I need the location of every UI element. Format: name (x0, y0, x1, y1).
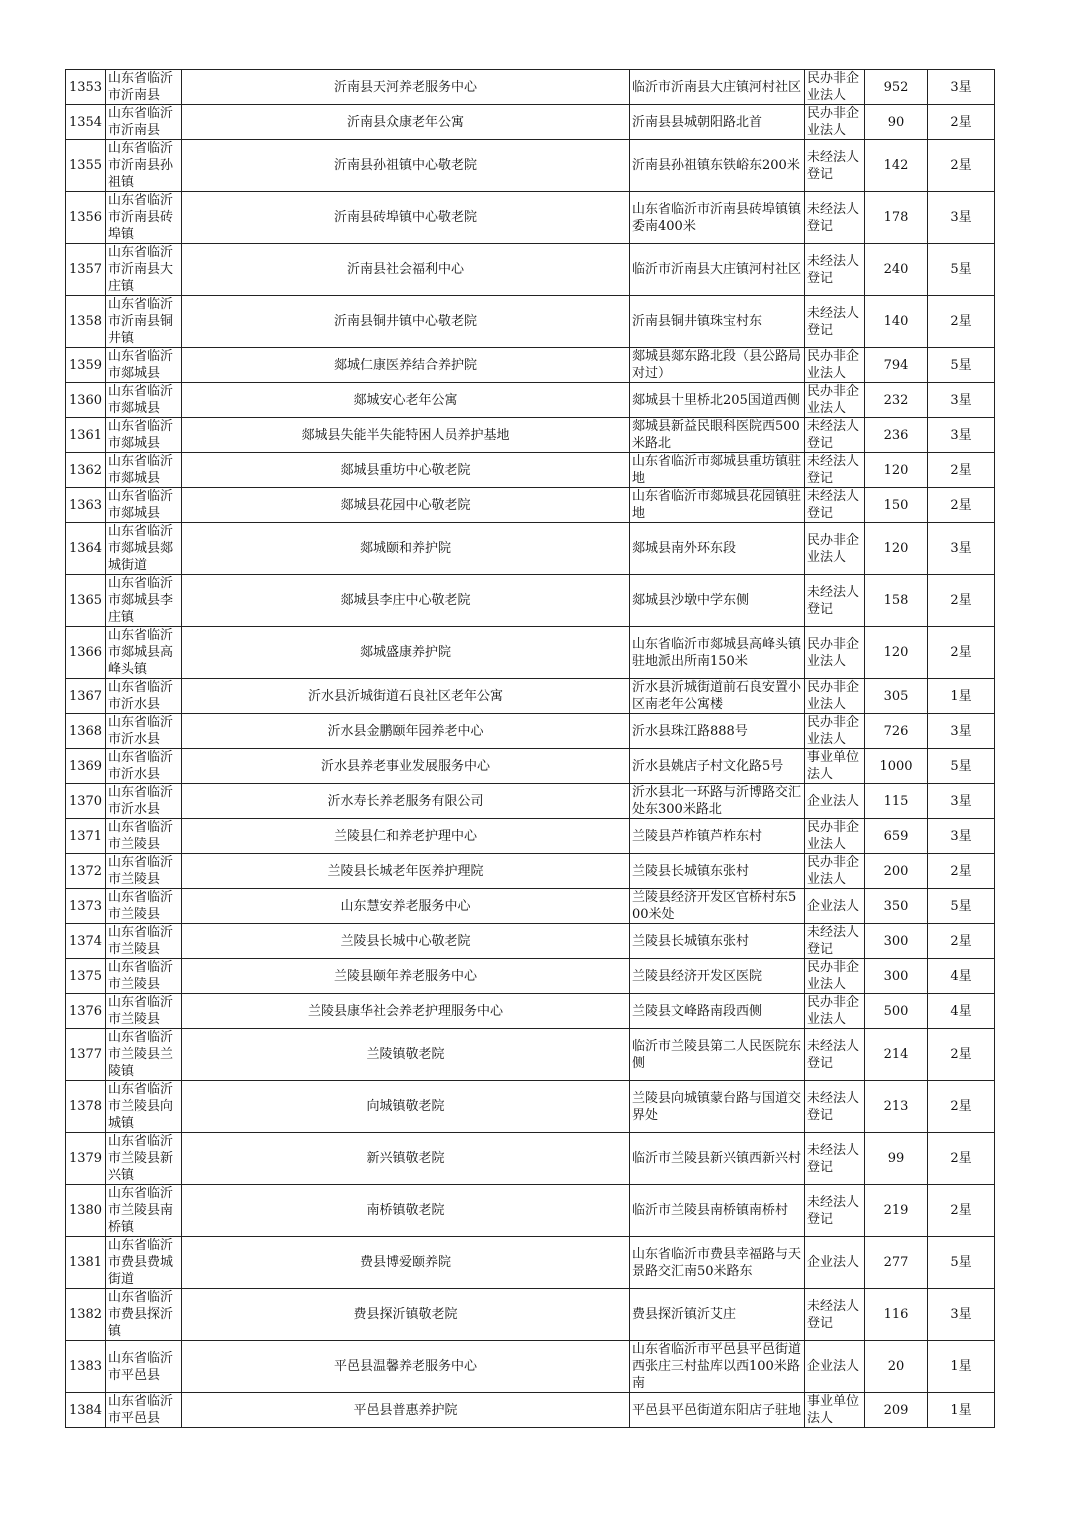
region-cell: 山东省临沂市沂南县大庄镇 (106, 244, 182, 296)
bed-count-cell: 277 (865, 1237, 928, 1289)
legal-type-cell: 民办非企业法人 (805, 854, 865, 889)
facility-name-cell: 费县探沂镇敬老院 (182, 1289, 630, 1341)
star-rating-cell: 2星 (928, 575, 995, 627)
star-rating-cell: 3星 (928, 784, 995, 819)
serial-number-cell: 1384 (66, 1393, 106, 1428)
serial-number-cell: 1380 (66, 1185, 106, 1237)
serial-number-cell: 1366 (66, 627, 106, 679)
region-cell: 山东省临沂市沂南县铜井镇 (106, 296, 182, 348)
bed-count-cell: 120 (865, 453, 928, 488)
serial-number-cell: 1364 (66, 523, 106, 575)
facility-name-cell: 沂水寿长养老服务有限公司 (182, 784, 630, 819)
legal-type-cell: 民办非企业法人 (805, 627, 865, 679)
serial-number-cell: 1383 (66, 1341, 106, 1393)
bed-count-cell: 236 (865, 418, 928, 453)
star-rating-cell: 2星 (928, 105, 995, 140)
facility-name-cell: 兰陵县长城中心敬老院 (182, 924, 630, 959)
facility-name-cell: 兰陵镇敬老院 (182, 1029, 630, 1081)
bed-count-cell: 20 (865, 1341, 928, 1393)
region-cell: 山东省临沂市沂水县 (106, 714, 182, 749)
legal-type-cell: 民办非企业法人 (805, 70, 865, 105)
star-rating-cell: 3星 (928, 819, 995, 854)
table-row (66, 749, 995, 784)
address-cell: 郯城县南外环东段 (630, 523, 805, 575)
legal-type-cell: 民办非企业法人 (805, 348, 865, 383)
region-cell: 山东省临沂市郯城县李庄镇 (106, 575, 182, 627)
serial-number-cell: 1370 (66, 784, 106, 819)
region-cell: 山东省临沂市兰陵县兰陵镇 (106, 1029, 182, 1081)
legal-type-cell: 民办非企业法人 (805, 679, 865, 714)
address-cell: 山东省临沂市郯城县重坊镇驻地 (630, 453, 805, 488)
region-cell: 山东省临沂市郯城县高峰头镇 (106, 627, 182, 679)
serial-number-cell: 1374 (66, 924, 106, 959)
legal-type-cell: 未经法人登记 (805, 488, 865, 523)
table-row (66, 1289, 995, 1341)
facility-name-cell: 沂南县孙祖镇中心敬老院 (182, 140, 630, 192)
bed-count-cell: 300 (865, 924, 928, 959)
legal-type-cell: 未经法人登记 (805, 418, 865, 453)
facility-name-cell: 兰陵县康华社会养老护理服务中心 (182, 994, 630, 1029)
table-row (66, 488, 995, 523)
bed-count-cell: 200 (865, 854, 928, 889)
table-body (66, 70, 995, 1428)
table-row (66, 1133, 995, 1185)
facility-name-cell: 沂南县砖埠镇中心敬老院 (182, 192, 630, 244)
star-rating-cell: 2星 (928, 854, 995, 889)
bed-count-cell: 116 (865, 1289, 928, 1341)
serial-number-cell: 1363 (66, 488, 106, 523)
address-cell: 兰陵县向城镇蒙台路与国道交界处 (630, 1081, 805, 1133)
table-row (66, 1185, 995, 1237)
legal-type-cell: 未经法人登记 (805, 575, 865, 627)
address-cell: 兰陵县文峰路南段西侧 (630, 994, 805, 1029)
facility-name-cell: 郯城盛康养护院 (182, 627, 630, 679)
region-cell: 山东省临沂市平邑县 (106, 1341, 182, 1393)
bed-count-cell: 158 (865, 575, 928, 627)
serial-number-cell: 1365 (66, 575, 106, 627)
facility-name-cell: 向城镇敬老院 (182, 1081, 630, 1133)
facility-name-cell: 新兴镇敬老院 (182, 1133, 630, 1185)
address-cell: 临沂市兰陵县新兴镇西新兴村 (630, 1133, 805, 1185)
address-cell: 兰陵县长城镇东张村 (630, 924, 805, 959)
bed-count-cell: 300 (865, 959, 928, 994)
bed-count-cell: 350 (865, 889, 928, 924)
address-cell: 山东省临沂市郯城县花园镇驻地 (630, 488, 805, 523)
facility-name-cell: 郯城仁康医养结合养护院 (182, 348, 630, 383)
star-rating-cell: 2星 (928, 453, 995, 488)
address-cell: 沂南县县城朝阳路北首 (630, 105, 805, 140)
address-cell: 临沂市兰陵县南桥镇南桥村 (630, 1185, 805, 1237)
facility-name-cell: 沂水县金鹏颐年园养老中心 (182, 714, 630, 749)
table-row (66, 714, 995, 749)
table-row (66, 383, 995, 418)
legal-type-cell: 企业法人 (805, 889, 865, 924)
bed-count-cell: 305 (865, 679, 928, 714)
serial-number-cell: 1368 (66, 714, 106, 749)
address-cell: 临沂市兰陵县第二人民医院东侧 (630, 1029, 805, 1081)
table-row (66, 1029, 995, 1081)
bed-count-cell: 232 (865, 383, 928, 418)
address-cell: 郯城县沙墩中学东侧 (630, 575, 805, 627)
address-cell: 沂南县铜井镇珠宝村东 (630, 296, 805, 348)
serial-number-cell: 1377 (66, 1029, 106, 1081)
facility-name-cell: 郯城县李庄中心敬老院 (182, 575, 630, 627)
legal-type-cell: 民办非企业法人 (805, 383, 865, 418)
serial-number-cell: 1367 (66, 679, 106, 714)
address-cell: 沂水县姚店子村文化路5号 (630, 749, 805, 784)
address-cell: 兰陵县经济开发区医院 (630, 959, 805, 994)
serial-number-cell: 1360 (66, 383, 106, 418)
region-cell: 山东省临沂市郯城县郯城街道 (106, 523, 182, 575)
table-row (66, 1393, 995, 1428)
star-rating-cell: 3星 (928, 70, 995, 105)
region-cell: 山东省临沂市沂南县孙祖镇 (106, 140, 182, 192)
legal-type-cell: 民办非企业法人 (805, 994, 865, 1029)
serial-number-cell: 1375 (66, 959, 106, 994)
serial-number-cell: 1356 (66, 192, 106, 244)
serial-number-cell: 1361 (66, 418, 106, 453)
region-cell: 山东省临沂市郯城县 (106, 383, 182, 418)
region-cell: 山东省临沂市平邑县 (106, 1393, 182, 1428)
star-rating-cell: 1星 (928, 1393, 995, 1428)
legal-type-cell: 事业单位法人 (805, 1393, 865, 1428)
address-cell: 沂水县沂城街道前石良安置小区南老年公寓楼 (630, 679, 805, 714)
address-cell: 临沂市沂南县大庄镇河村社区 (630, 244, 805, 296)
star-rating-cell: 1星 (928, 1341, 995, 1393)
serial-number-cell: 1371 (66, 819, 106, 854)
legal-type-cell: 未经法人登记 (805, 296, 865, 348)
table-row (66, 784, 995, 819)
table-row (66, 854, 995, 889)
region-cell: 山东省临沂市费县费城街道 (106, 1237, 182, 1289)
serial-number-cell: 1381 (66, 1237, 106, 1289)
region-cell: 山东省临沂市郯城县 (106, 348, 182, 383)
table-row (66, 523, 995, 575)
bed-count-cell: 140 (865, 296, 928, 348)
serial-number-cell: 1357 (66, 244, 106, 296)
table-row (66, 1341, 995, 1393)
table-row (66, 244, 995, 296)
star-rating-cell: 2星 (928, 1133, 995, 1185)
star-rating-cell: 2星 (928, 1185, 995, 1237)
facility-name-cell: 沂南县铜井镇中心敬老院 (182, 296, 630, 348)
bed-count-cell: 150 (865, 488, 928, 523)
serial-number-cell: 1378 (66, 1081, 106, 1133)
table-row (66, 1081, 995, 1133)
star-rating-cell: 5星 (928, 889, 995, 924)
address-cell: 郯城县新益民眼科医院西500米路北 (630, 418, 805, 453)
region-cell: 山东省临沂市兰陵县 (106, 994, 182, 1029)
region-cell: 山东省临沂市兰陵县向城镇 (106, 1081, 182, 1133)
table-row (66, 70, 995, 105)
legal-type-cell: 企业法人 (805, 1237, 865, 1289)
bed-count-cell: 90 (865, 105, 928, 140)
legal-type-cell: 未经法人登记 (805, 1185, 865, 1237)
table-row (66, 140, 995, 192)
region-cell: 山东省临沂市兰陵县 (106, 854, 182, 889)
address-cell: 临沂市沂南县大庄镇河村社区 (630, 70, 805, 105)
serial-number-cell: 1354 (66, 105, 106, 140)
address-cell: 费县探沂镇沂艾庄 (630, 1289, 805, 1341)
table-row (66, 1237, 995, 1289)
legal-type-cell: 未经法人登记 (805, 192, 865, 244)
legal-type-cell: 民办非企业法人 (805, 523, 865, 575)
bed-count-cell: 1000 (865, 749, 928, 784)
bed-count-cell: 115 (865, 784, 928, 819)
facility-name-cell: 郯城县失能半失能特困人员养护基地 (182, 418, 630, 453)
region-cell: 山东省临沂市兰陵县南桥镇 (106, 1185, 182, 1237)
address-cell: 沂水县珠江路888号 (630, 714, 805, 749)
bed-count-cell: 794 (865, 348, 928, 383)
star-rating-cell: 4星 (928, 994, 995, 1029)
star-rating-cell: 2星 (928, 1029, 995, 1081)
table-row (66, 679, 995, 714)
legal-type-cell: 未经法人登记 (805, 924, 865, 959)
serial-number-cell: 1355 (66, 140, 106, 192)
table-row (66, 575, 995, 627)
address-cell: 山东省临沂市沂南县砖埠镇镇委南400米 (630, 192, 805, 244)
region-cell: 山东省临沂市郯城县 (106, 418, 182, 453)
facility-name-cell: 南桥镇敬老院 (182, 1185, 630, 1237)
region-cell: 山东省临沂市沂水县 (106, 784, 182, 819)
star-rating-cell: 5星 (928, 348, 995, 383)
region-cell: 山东省临沂市兰陵县 (106, 889, 182, 924)
legal-type-cell: 企业法人 (805, 1341, 865, 1393)
region-cell: 山东省临沂市沂南县 (106, 105, 182, 140)
star-rating-cell: 3星 (928, 714, 995, 749)
legal-type-cell: 民办非企业法人 (805, 819, 865, 854)
table-row (66, 418, 995, 453)
address-cell: 兰陵县经济开发区官桥村东500米处 (630, 889, 805, 924)
region-cell: 山东省临沂市沂水县 (106, 679, 182, 714)
star-rating-cell: 3星 (928, 383, 995, 418)
facility-name-cell: 郯城县重坊中心敬老院 (182, 453, 630, 488)
facility-name-cell: 兰陵县仁和养老护理中心 (182, 819, 630, 854)
facility-name-cell: 沂南县众康老年公寓 (182, 105, 630, 140)
serial-number-cell: 1376 (66, 994, 106, 1029)
address-cell: 山东省临沂市费县幸福路与天景路交汇南50米路东 (630, 1237, 805, 1289)
bed-count-cell: 120 (865, 523, 928, 575)
region-cell: 山东省临沂市兰陵县 (106, 924, 182, 959)
star-rating-cell: 5星 (928, 749, 995, 784)
facility-name-cell: 沂南县社会福利中心 (182, 244, 630, 296)
serial-number-cell: 1359 (66, 348, 106, 383)
star-rating-cell: 3星 (928, 1289, 995, 1341)
table-row (66, 105, 995, 140)
table-row (66, 627, 995, 679)
facility-table (65, 69, 995, 1428)
star-rating-cell: 1星 (928, 679, 995, 714)
serial-number-cell: 1382 (66, 1289, 106, 1341)
table-row (66, 994, 995, 1029)
legal-type-cell: 民办非企业法人 (805, 714, 865, 749)
legal-type-cell: 未经法人登记 (805, 1133, 865, 1185)
serial-number-cell: 1362 (66, 453, 106, 488)
legal-type-cell: 企业法人 (805, 784, 865, 819)
address-cell: 郯城县郯东路北段（县公路局对过） (630, 348, 805, 383)
legal-type-cell: 民办非企业法人 (805, 105, 865, 140)
address-cell: 平邑县平邑街道东阳店子驻地 (630, 1393, 805, 1428)
star-rating-cell: 2星 (928, 488, 995, 523)
table-row (66, 924, 995, 959)
table-row (66, 819, 995, 854)
legal-type-cell: 未经法人登记 (805, 1289, 865, 1341)
facility-name-cell: 兰陵县颐年养老服务中心 (182, 959, 630, 994)
legal-type-cell: 事业单位法人 (805, 749, 865, 784)
bed-count-cell: 952 (865, 70, 928, 105)
legal-type-cell: 未经法人登记 (805, 140, 865, 192)
star-rating-cell: 2星 (928, 296, 995, 348)
bed-count-cell: 178 (865, 192, 928, 244)
bed-count-cell: 219 (865, 1185, 928, 1237)
facility-name-cell: 郯城颐和养护院 (182, 523, 630, 575)
star-rating-cell: 2星 (928, 924, 995, 959)
legal-type-cell: 未经法人登记 (805, 244, 865, 296)
star-rating-cell: 5星 (928, 244, 995, 296)
table-row (66, 348, 995, 383)
region-cell: 山东省临沂市兰陵县新兴镇 (106, 1133, 182, 1185)
serial-number-cell: 1369 (66, 749, 106, 784)
region-cell: 山东省临沂市沂南县砖埠镇 (106, 192, 182, 244)
serial-number-cell: 1358 (66, 296, 106, 348)
serial-number-cell: 1373 (66, 889, 106, 924)
facility-name-cell: 郯城县花园中心敬老院 (182, 488, 630, 523)
serial-number-cell: 1379 (66, 1133, 106, 1185)
star-rating-cell: 5星 (928, 1237, 995, 1289)
bed-count-cell: 659 (865, 819, 928, 854)
table-row (66, 889, 995, 924)
address-cell: 沂南县孙祖镇东铁峪东200米 (630, 140, 805, 192)
address-cell: 兰陵县芦柞镇芦柞东村 (630, 819, 805, 854)
serial-number-cell: 1372 (66, 854, 106, 889)
bed-count-cell: 120 (865, 627, 928, 679)
bed-count-cell: 213 (865, 1081, 928, 1133)
star-rating-cell: 2星 (928, 1081, 995, 1133)
legal-type-cell: 未经法人登记 (805, 453, 865, 488)
bed-count-cell: 209 (865, 1393, 928, 1428)
star-rating-cell: 3星 (928, 192, 995, 244)
address-cell: 郯城县十里桥北205国道西侧 (630, 383, 805, 418)
legal-type-cell: 民办非企业法人 (805, 959, 865, 994)
region-cell: 山东省临沂市沂南县 (106, 70, 182, 105)
region-cell: 山东省临沂市沂水县 (106, 749, 182, 784)
table-row (66, 959, 995, 994)
table-row (66, 192, 995, 244)
facility-name-cell: 费县博爱颐养院 (182, 1237, 630, 1289)
table-row (66, 453, 995, 488)
star-rating-cell: 2星 (928, 140, 995, 192)
facility-name-cell: 兰陵县长城老年医养护理院 (182, 854, 630, 889)
address-cell: 沂水县北一环路与沂博路交汇处东300米路北 (630, 784, 805, 819)
legal-type-cell: 未经法人登记 (805, 1081, 865, 1133)
facility-name-cell: 沂水县养老事业发展服务中心 (182, 749, 630, 784)
bed-count-cell: 99 (865, 1133, 928, 1185)
facility-name-cell: 郯城安心老年公寓 (182, 383, 630, 418)
region-cell: 山东省临沂市兰陵县 (106, 819, 182, 854)
facility-name-cell: 沂水县沂城街道石良社区老年公寓 (182, 679, 630, 714)
star-rating-cell: 2星 (928, 627, 995, 679)
bed-count-cell: 500 (865, 994, 928, 1029)
facility-name-cell: 平邑县温馨养老服务中心 (182, 1341, 630, 1393)
bed-count-cell: 240 (865, 244, 928, 296)
region-cell: 山东省临沂市兰陵县 (106, 959, 182, 994)
address-cell: 山东省临沂市平邑县平邑街道西张庄三村盐库以西100米路南 (630, 1341, 805, 1393)
address-cell: 兰陵县长城镇东张村 (630, 854, 805, 889)
region-cell: 山东省临沂市费县探沂镇 (106, 1289, 182, 1341)
bed-count-cell: 214 (865, 1029, 928, 1081)
star-rating-cell: 4星 (928, 959, 995, 994)
region-cell: 山东省临沂市郯城县 (106, 488, 182, 523)
facility-name-cell: 山东慧安养老服务中心 (182, 889, 630, 924)
serial-number-cell: 1353 (66, 70, 106, 105)
region-cell: 山东省临沂市郯城县 (106, 453, 182, 488)
address-cell: 山东省临沂市郯城县高峰头镇驻地派出所南150米 (630, 627, 805, 679)
facility-name-cell: 沂南县天河养老服务中心 (182, 70, 630, 105)
legal-type-cell: 未经法人登记 (805, 1029, 865, 1081)
star-rating-cell: 3星 (928, 523, 995, 575)
bed-count-cell: 726 (865, 714, 928, 749)
bed-count-cell: 142 (865, 140, 928, 192)
facility-name-cell: 平邑县普惠养护院 (182, 1393, 630, 1428)
star-rating-cell: 3星 (928, 418, 995, 453)
table-row (66, 296, 995, 348)
